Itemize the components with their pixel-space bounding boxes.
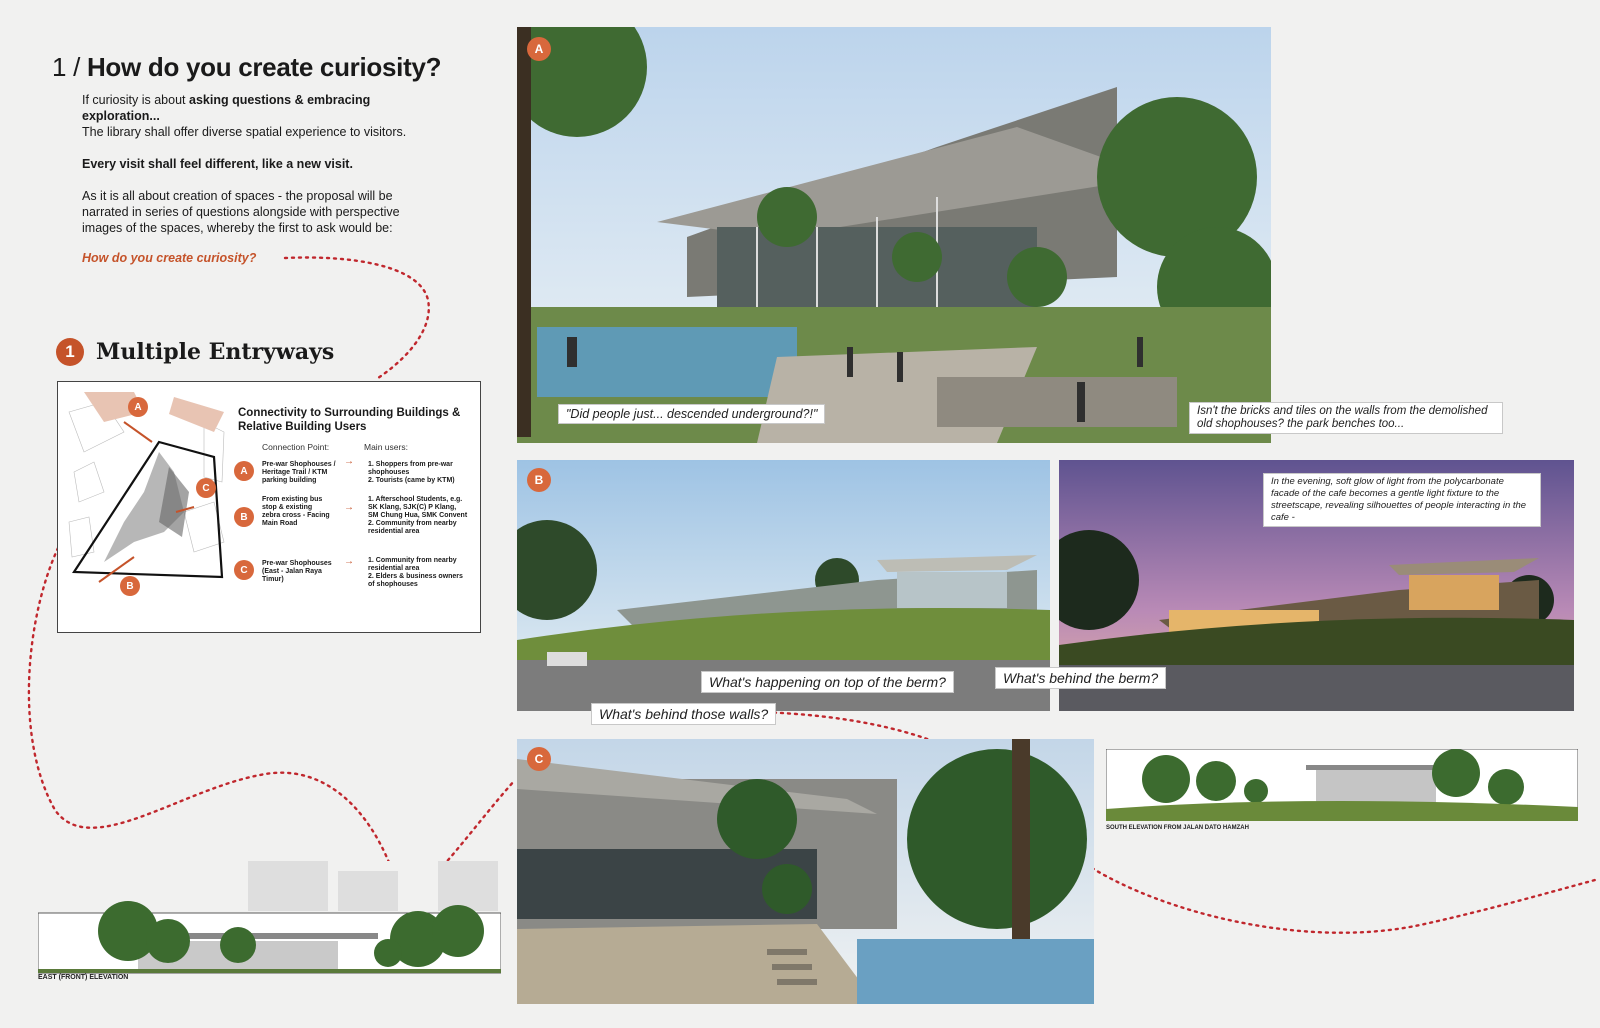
intro-p1-normal: If curiosity is about	[82, 93, 189, 107]
map-marker-a: A	[128, 397, 148, 417]
intro-p1-rest: The library shall offer diverse spatial experience to visitors.	[82, 125, 407, 139]
page-title	[52, 52, 441, 83]
row-c-users	[368, 557, 468, 589]
render-a-image	[517, 27, 1271, 443]
intro-text	[82, 92, 442, 252]
row-b-user-1: 1. Afterschool Students, e.g. SK Klang, SJK(C) P Klang, SM Chung Hua, SMK Convent	[368, 496, 468, 519]
diagram-title: Connectivity to Surrounding Buildings & Relative Building Users	[238, 407, 461, 433]
render-b-marker: B	[527, 468, 551, 492]
row-c-user-1: 1. Community from nearby residential area	[368, 557, 457, 572]
intro-paragraph-1	[82, 92, 442, 140]
row-b-arrow-icon: →	[344, 502, 354, 513]
intro-paragraph-2: Every visit shall feel different, like a new visit.	[82, 157, 353, 171]
render-c-image	[517, 739, 1094, 1004]
render-b2-caption-bottom: What's behind the berm?	[995, 667, 1166, 689]
col-connection-header: Connection Point:	[262, 442, 330, 452]
render-a-caption-right: Isn't the bricks and tiles on the walls from the demolished old shophouses? the park benches too...	[1189, 402, 1503, 434]
section-title: Multiple Entryways	[96, 339, 335, 365]
render-b-caption-top: What's happening on top of the berm?	[701, 671, 954, 693]
east-elevation-label: EAST (FRONT) ELEVATION	[38, 974, 129, 981]
row-c-connection: Pre-war Shophouses (East - Jalan Raya Timur)	[262, 560, 332, 583]
row-b-users	[368, 496, 468, 536]
row-c-arrow-icon: →	[344, 556, 354, 567]
row-a-arrow-icon: →	[344, 456, 354, 467]
row-c-user-2: 2. Elders & business owners of shophouses	[368, 573, 463, 588]
map-marker-c: C	[196, 478, 216, 498]
section-number-badge: 1	[56, 338, 84, 366]
south-elevation-drawing	[1106, 749, 1578, 839]
render-a-caption-left: "Did people just... descended underground?!"	[558, 404, 825, 424]
intro-paragraph-3: As it is all about creation of spaces - the proposal will be narrated in series of questions alongside with perspective images of the spaces, whereby the first to ask would be:	[82, 189, 400, 235]
row-a-user-2: 2. Tourists (came by KTM)	[368, 477, 455, 484]
row-a-user-1: 1. Shoppers from pre-war shophouses	[368, 461, 453, 476]
col-users-header: Main users:	[364, 442, 408, 452]
section-header	[56, 338, 334, 366]
row-c-marker: C	[234, 560, 254, 580]
south-elevation-subtitle: FROM JALAN DATO HAMZAH	[1163, 825, 1249, 831]
row-a-users	[368, 461, 468, 485]
south-elevation-label	[1106, 825, 1249, 831]
render-c-marker: C	[527, 747, 551, 771]
title-number: 1 /	[52, 52, 81, 82]
render-b2-caption-top: In the evening, soft glow of light from the polycarbonate facade of the cafe becomes a gentle light fixture to the streetscape, revealing silhouettes of people interacting in the cafe -	[1263, 473, 1541, 527]
render-b-caption-bottom: What's behind those walls?	[591, 703, 776, 725]
row-b-user-2: 2. Community from nearby residential area	[368, 520, 457, 535]
connectivity-diagram	[57, 381, 481, 633]
east-elevation-drawing	[38, 861, 501, 991]
title-text: How do you create curiosity?	[86, 52, 442, 82]
row-a-marker: A	[234, 461, 254, 481]
row-b-connection: From existing bus stop & existing zebra cross - Facing Main Road	[262, 496, 330, 527]
row-a-connection: Pre-war Shophouses / Heritage Trail / KTM parking building	[262, 461, 336, 484]
south-elevation-title: SOUTH ELEVATION	[1106, 825, 1163, 831]
curiosity-question: How do you create curiosity?	[82, 251, 257, 265]
render-a-marker: A	[527, 37, 551, 61]
intro-p1-bold: asking questions & embracing exploration...	[82, 93, 371, 123]
map-marker-b: B	[120, 576, 140, 596]
row-b-marker: B	[234, 507, 254, 527]
